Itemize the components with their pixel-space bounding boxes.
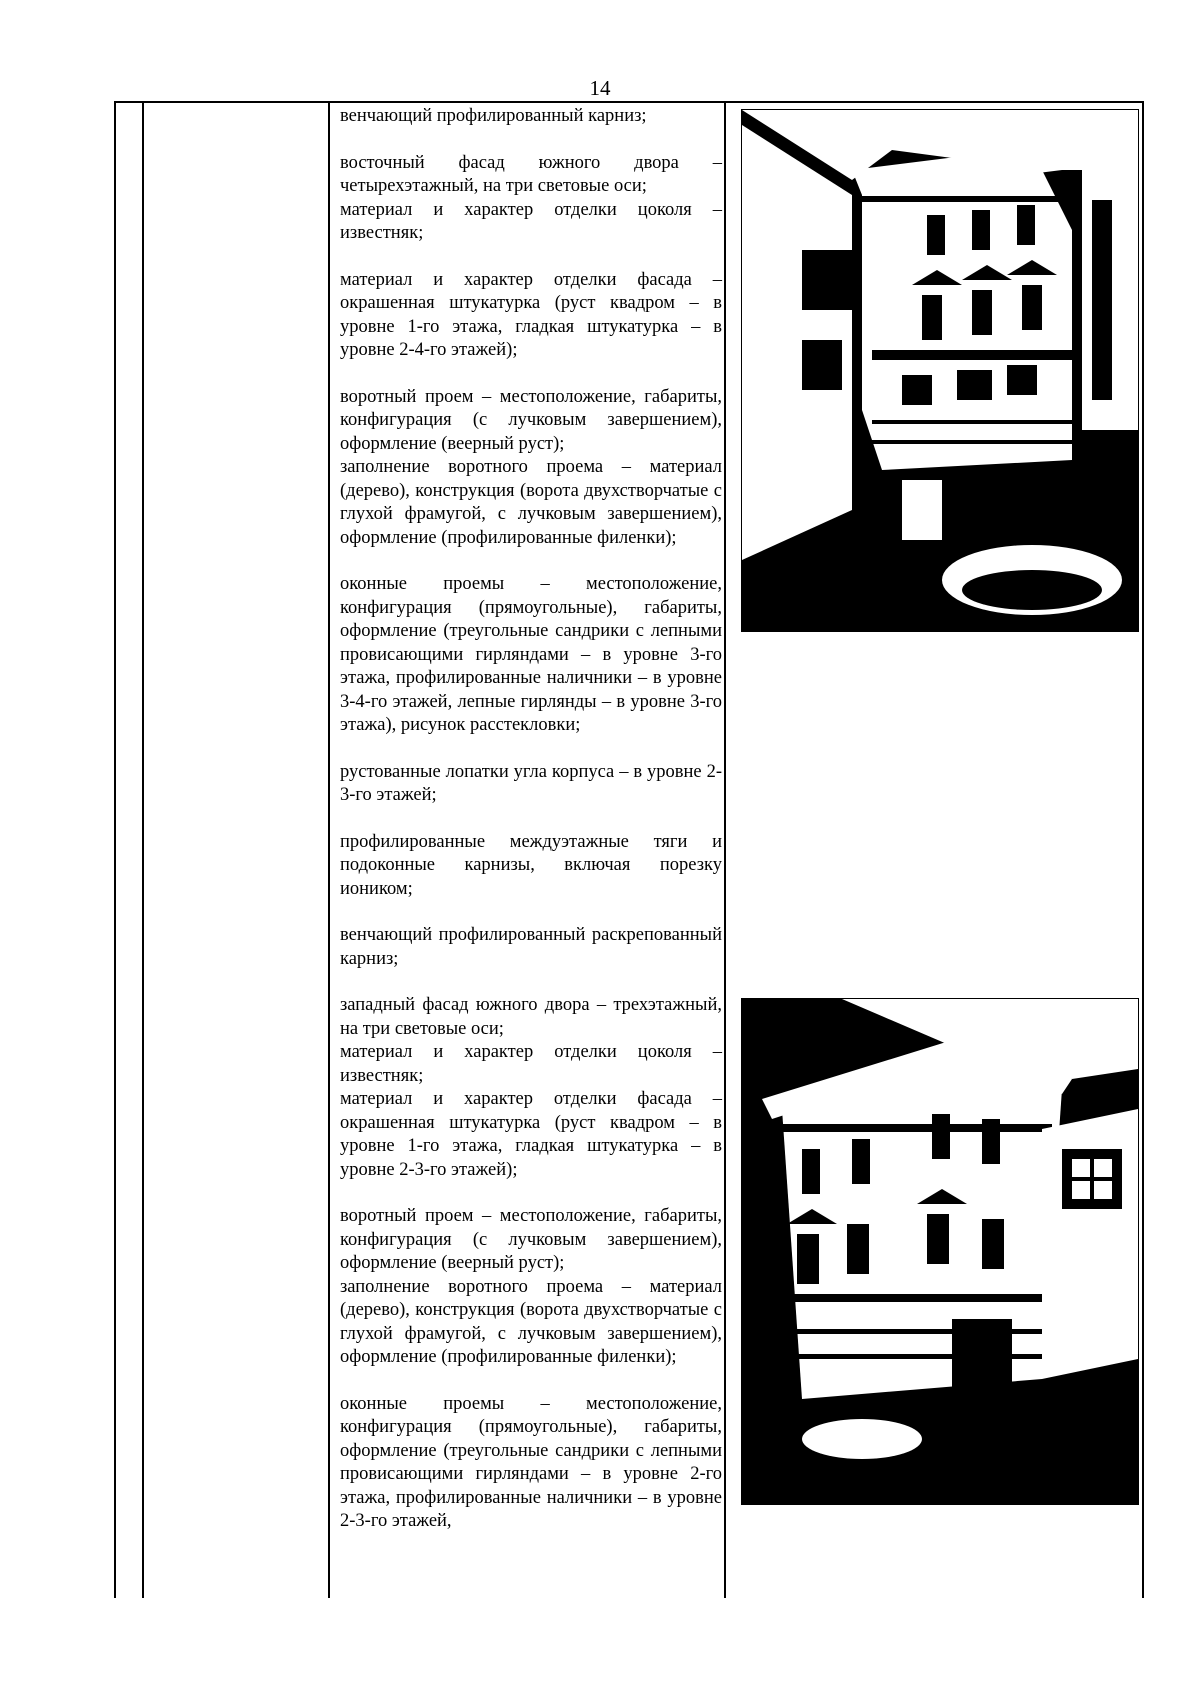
paragraph: восточный фасад южного двора – четырехэтажный, на три световые оси; bbox=[340, 152, 722, 196]
paragraph: заполнение воротного проема – материал (дерево), конструкция (ворота двухстворчатые с глухой фрамугой, с лучковым завершением), оформление (профилированные филенки); bbox=[340, 1276, 722, 1367]
facade-photo-west bbox=[741, 998, 1139, 1505]
facade-photo-east bbox=[741, 109, 1139, 632]
column-divider-3 bbox=[724, 103, 726, 1598]
description-column bbox=[340, 105, 722, 1534]
document-table bbox=[114, 101, 1144, 1598]
paragraph: материал и характер отделки фасада – окрашенная штукатурка (руст квадром – в уровне 1-го этажа, гладкая штукатурка – в уровне 2-3-го этажей); bbox=[340, 1089, 722, 1180]
paragraph: материал и характер отделки цоколя – известняк; bbox=[340, 199, 722, 243]
paragraph: рустованные лопатки угла корпуса – в уровне 2-3-го этажей; bbox=[340, 761, 722, 805]
column-divider-1 bbox=[142, 103, 144, 1598]
paragraph: материал и характер отделки цоколя – известняк; bbox=[340, 1042, 722, 1086]
paragraph: заполнение воротного проема – материал (дерево), конструкция (ворота двухстворчатые с глухой фрамугой, с лучковым завершением), оформление (профилированные филенки); bbox=[340, 457, 722, 548]
paragraph: оконные проемы – местоположение, конфигурация (прямоугольные), габариты, оформление (треугольные сандрики с лепными провисающими гирляндами – в уровне 3-го этажа, профилированные наличники – в уровне 3-4-го этажей, лепные гирлянды – в уровне 3-го этажа), рисунок расстекловки; bbox=[340, 574, 722, 735]
paragraph: венчающий профилированный карниз; bbox=[340, 106, 647, 126]
paragraph: материал и характер отделки фасада – окрашенная штукатурка (руст квадром – в уровне 1-го этажа, гладкая штукатурка – в уровне 2-4-го этажей); bbox=[340, 269, 722, 360]
paragraph: оконные проемы – местоположение, конфигурация (прямоугольные), габариты, оформление (треугольные сандрики с лепными провисающими гирляндами – в уровне 2-го этажа, профилированные наличники – в уровне 2-3-го этажей, bbox=[340, 1393, 722, 1531]
page-number: 14 bbox=[589, 76, 611, 100]
paragraph: венчающий профилированный раскрепованный карниз; bbox=[340, 925, 722, 969]
paragraph: воротный проем – местоположение, габариты, конфигурация (с лучковым завершением), оформление (веерный руст); bbox=[340, 386, 722, 454]
column-divider-2 bbox=[328, 103, 330, 1598]
paragraph: воротный проем – местоположение, габариты, конфигурация (с лучковым завершением), оформление (веерный руст); bbox=[340, 1206, 722, 1273]
paragraph: западный фасад южного двора – трехэтажный, на три световые оси; bbox=[340, 995, 722, 1039]
paragraph: профилированные междуэтажные тяги и подоконные карнизы, включая порезку иоником; bbox=[340, 831, 722, 899]
